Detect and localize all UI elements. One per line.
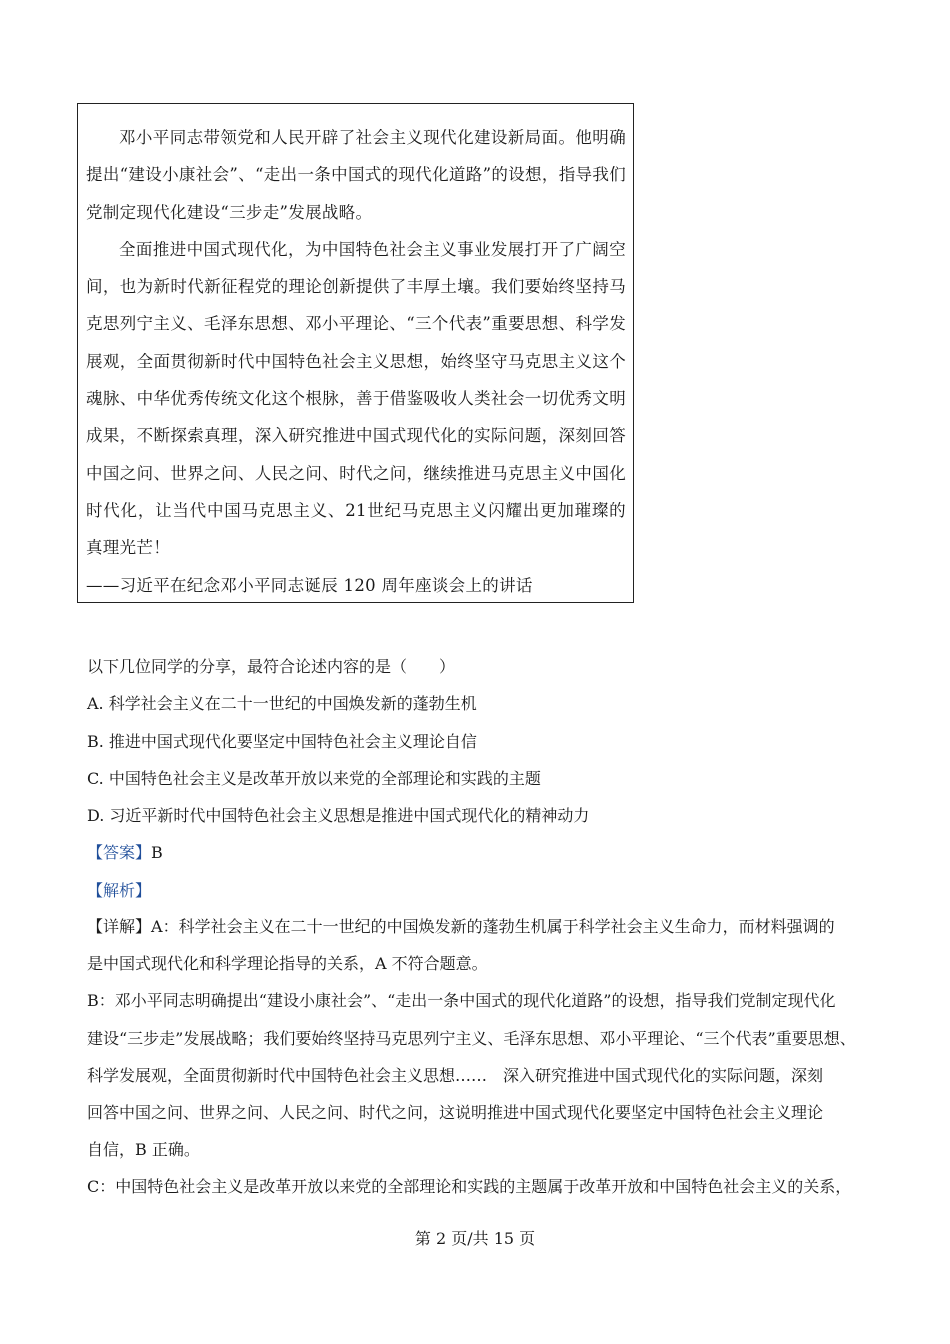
material-paragraph-1: 邓小平同志带领党和人民开辟了社会主义现代化建设新局面。他明确提出“建设小康社会”、“走出一条中国式的现代化道路”的设想，指导我们党制定现代化建设“三步走”发展战略。	[86, 128, 626, 222]
page-footer: 第 2 页/共 15 页	[414, 1229, 536, 1248]
detail-tag: 【详解】	[87, 917, 152, 936]
option-d: D. 习近平新时代中国特色社会主义思想是推进中国式现代化的精神动力	[87, 806, 590, 826]
option-a: A. 科学社会主义在二十一世纪的中国焕发新的蓬勃生机	[87, 694, 477, 714]
detail-explanation	[87, 908, 917, 1206]
option-c: C. 中国特色社会主义是改革开放以来党的全部理论和实践的主题	[87, 768, 541, 788]
material-source: ——习近平在纪念邓小平同志诞辰 120 周年座谈会上的讲话	[86, 575, 533, 595]
detail-line-8: C：中国特色社会主义是改革开放以来党的全部理论和实践的主题属于改革开放和中国特色社会主义的关系，	[87, 1177, 852, 1197]
detail-line-2: 是中国式现代化和科学理论指导的关系，A 不符合题意。	[87, 954, 488, 974]
detail-line-4: 建设“三步走”发展战略；我们要始终坚持马克思列宁主义、毛泽东思想、邓小平理论、“三个代表”重要思想、	[87, 1028, 856, 1048]
analysis-line	[87, 872, 917, 909]
detail-line-7: 自信，B 正确。	[87, 1140, 200, 1160]
material-paragraph-2: 全面推进中国式现代化，为中国特色社会主义事业发展打开了广阔空间，也为新时代新征程党的理论创新提供了丰厚土壤。我们要始终坚持马克思列宁主义、毛泽东思想、邓小平理论、“三个代表”重要思想、科学发展观，全面贯彻新时代中国特色社会主义思想，始终坚守马克思主义这个魂脉、中华优秀传统文化这个根脉，善于借鉴吸收人类社会一切优秀文明成果，不断探索真理，深入研究推进中国式现代化的实际问题，深刻回答中国之问、世界之问、人民之问、时代之问，继续推进马克思主义中国化时代化，让当代中国马克思主义、21世纪马克思主义闪耀出更加璀璨的真理光芒！	[86, 239, 626, 558]
detail-line-1	[87, 908, 917, 945]
detail-line-6: 回答中国之问、世界之问、人民之问、时代之问，这说明推进中国式现代化要坚定中国特色社会主义理论	[87, 1103, 824, 1123]
analysis-tag: 【解析】	[87, 880, 152, 900]
detail-line-3: B：邓小平同志明确提出“建设小康社会”、“走出一条中国式的现代化道路”的设想，指导我们党制定现代化	[87, 991, 836, 1011]
option-b: B. 推进中国式现代化要坚定中国特色社会主义理论自信	[87, 731, 477, 751]
material-box	[77, 103, 634, 603]
detail-line-5: 科学发展观，全面贯彻新时代中国特色社会主义思想…… 深入研究推进中国式现代化的实际问题，深刻	[87, 1065, 824, 1085]
question-stem: 以下几位同学的分享，最符合论述内容的是（ ）	[87, 657, 456, 676]
answer-value: B	[151, 843, 163, 863]
answer-line	[87, 834, 917, 871]
question-block	[87, 648, 917, 909]
answer-tag: 【答案】	[87, 843, 152, 863]
detail-text-1: A：科学社会主义在二十一世纪的中国焕发新的蓬勃生机属于科学社会主义生命力，而材料强调的	[151, 917, 835, 936]
